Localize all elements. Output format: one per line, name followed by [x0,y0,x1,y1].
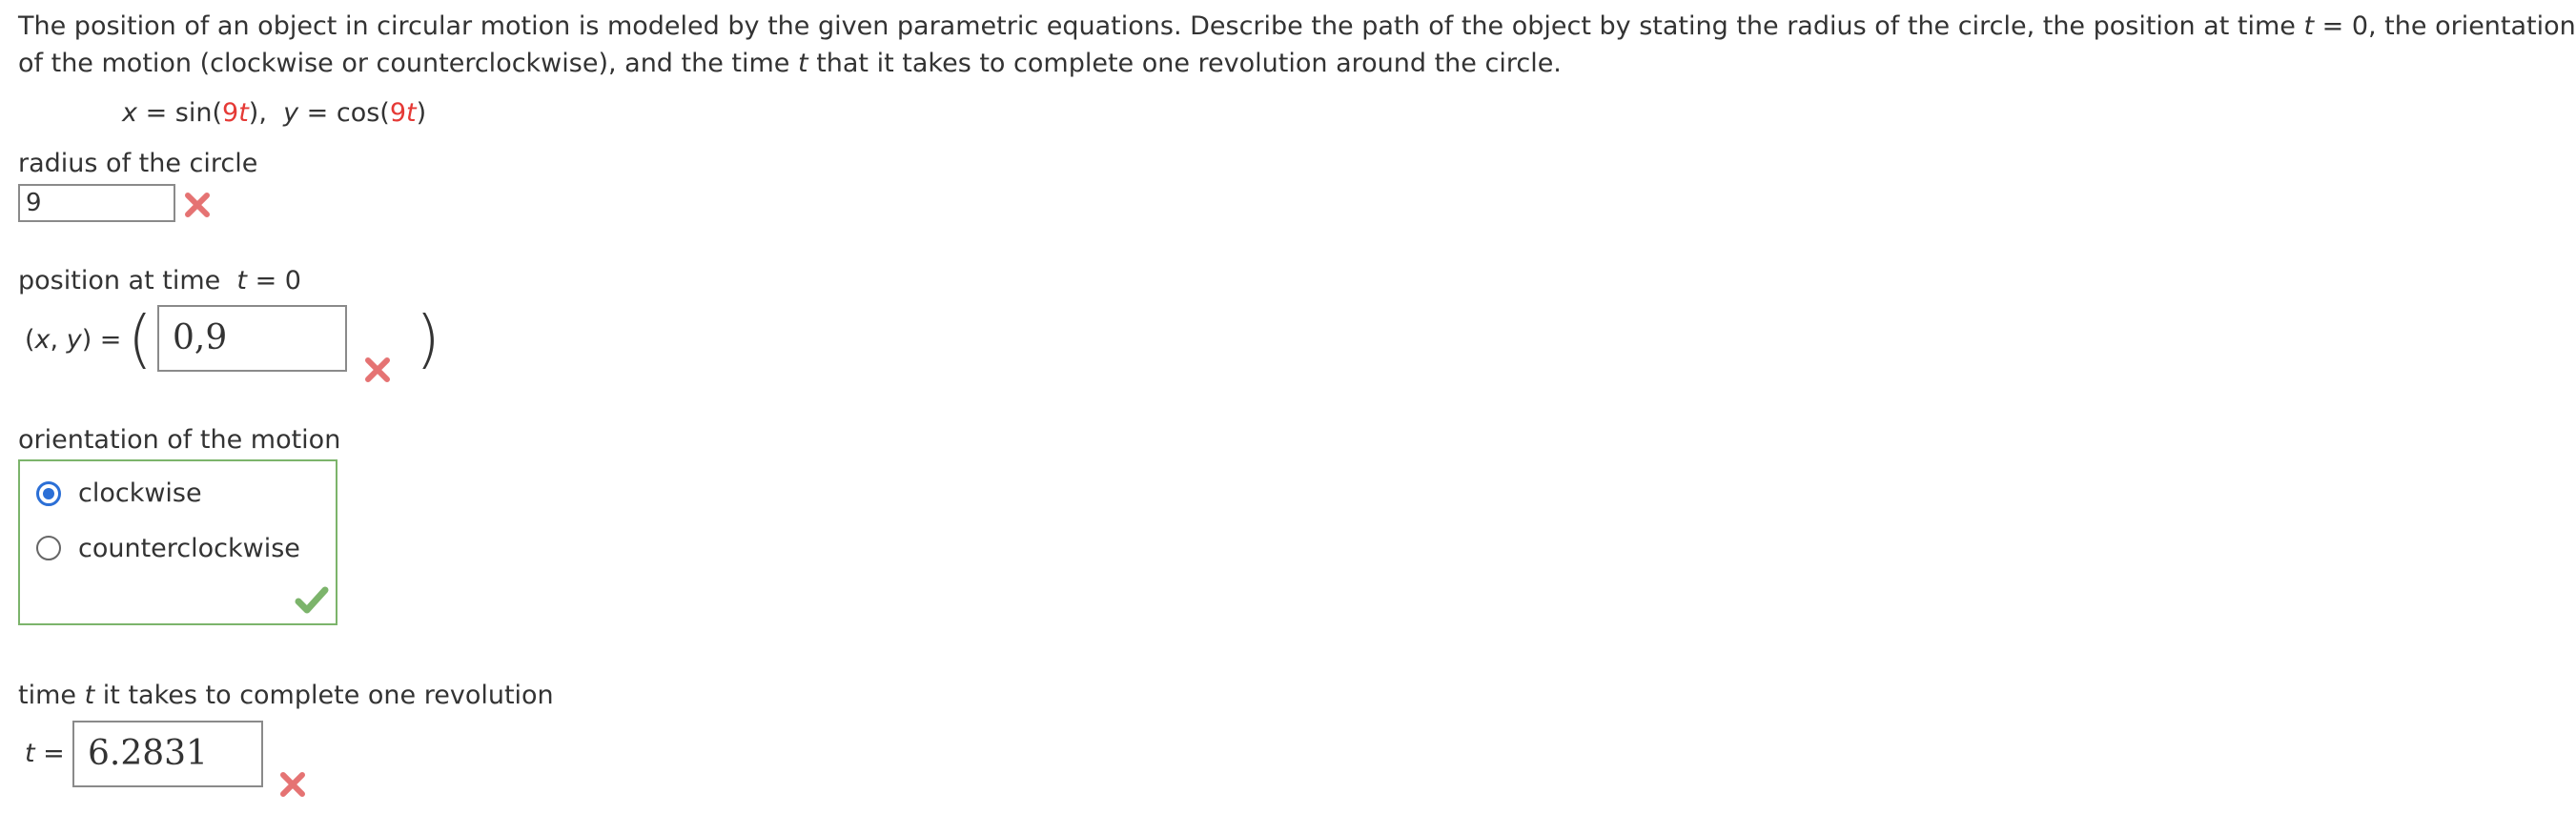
radius-label: radius of the circle [18,149,258,178]
parametric-equations [122,95,426,132]
revolution-label [18,678,554,714]
position-lhs [25,322,121,358]
equals-sign: = [34,739,65,768]
t-variable: t [25,739,35,768]
t-variable: t [84,681,95,710]
problem-text: = 0, the orientation [2314,11,2576,41]
equation-text: = cos( [298,98,390,128]
orientation-options-group [18,459,337,625]
incorrect-x-icon [183,191,212,219]
x-variable: x [122,98,137,128]
equation-text: ) [416,98,427,128]
problem-text: that it takes to complete one revolution around the circle. [808,49,1562,78]
counterclockwise-radio[interactable] [36,536,61,560]
problem-text: The position of an object in circular motion is modeled by the given parametric equations. Describe the path of the object by stating the radius of the circle, the position at time [18,11,2304,41]
revolution-lhs [25,736,65,772]
y-t-variable: t [406,98,417,128]
position-input[interactable]: 0,9 [157,305,347,372]
position-label [18,263,301,299]
open-paren: ( [128,302,153,376]
incorrect-x-icon [363,356,392,384]
paren-equals: ) = [81,325,122,355]
revolution-label-text: time [18,681,85,710]
y-coefficient: 9 [389,98,407,128]
incorrect-x-icon [278,770,307,799]
problem-line-2 [18,46,1562,82]
counterclockwise-label[interactable]: counterclockwise [78,534,300,563]
y-variable: y [283,98,299,128]
y-variable: y [66,325,82,355]
equation-text: = sin( [136,98,222,128]
x-variable: x [34,325,51,355]
x-coefficient: 9 [222,98,239,128]
comma: , [50,325,67,355]
revolution-input[interactable]: 6.2831 [72,721,263,787]
close-paren: ) [416,302,440,376]
problem-text: of the motion (clockwise or counterclockwise), and the time [18,49,799,78]
equation-text: ), [248,98,267,128]
x-t-variable: t [238,98,249,128]
clockwise-radio[interactable] [36,481,61,506]
paren: ( [25,325,35,355]
problem-line-1 [18,9,2576,45]
t-variable: t [2303,11,2315,41]
t-variable: t [236,266,248,295]
orientation-label: orientation of the motion [18,425,341,455]
clockwise-label[interactable]: clockwise [78,478,202,508]
radius-input[interactable]: 9 [18,184,175,222]
correct-check-icon [296,585,328,614]
revolution-label-text: it takes to complete one revolution [94,681,554,710]
position-label-text: = 0 [247,266,301,295]
t-variable: t [798,49,808,78]
position-label-text: position at time [18,266,229,295]
